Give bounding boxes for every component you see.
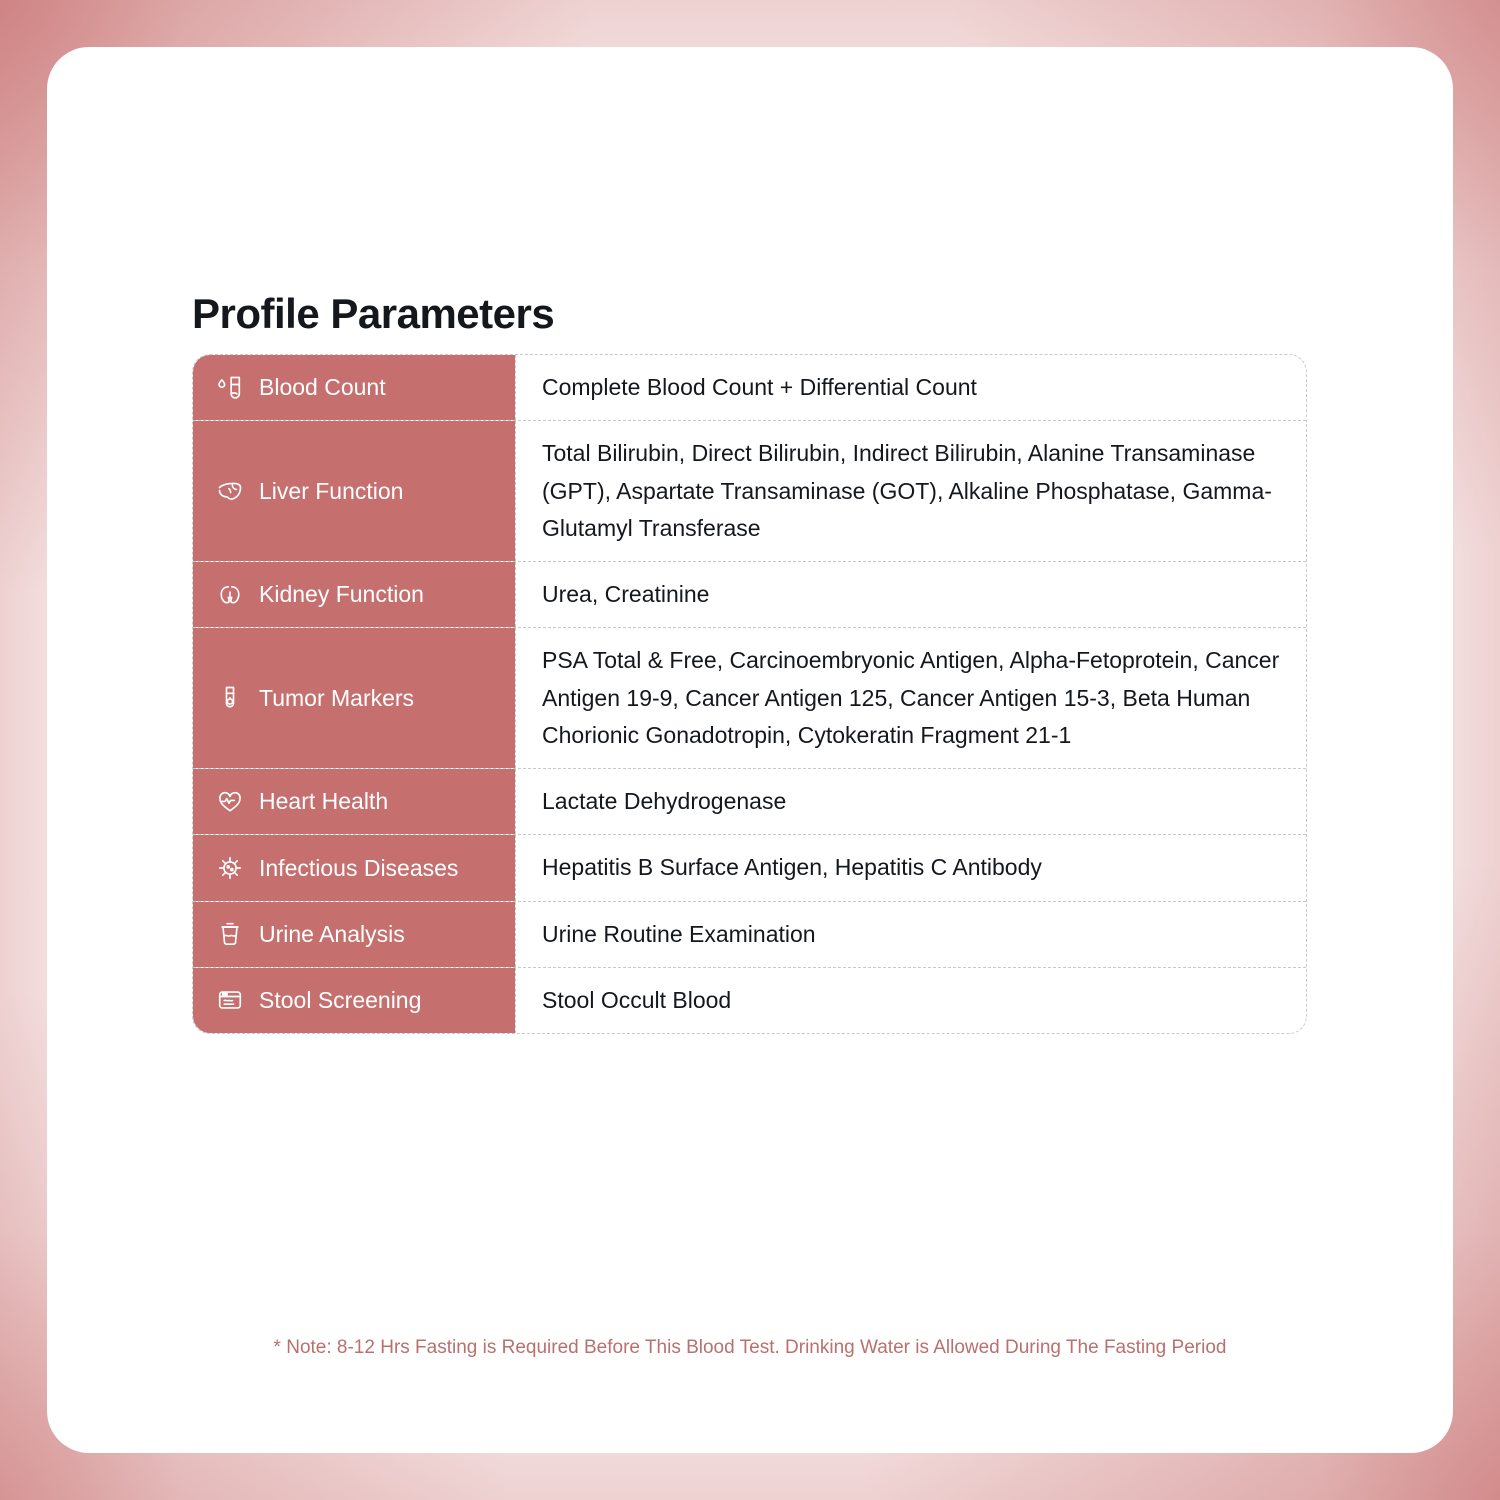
urine-cup-icon (215, 919, 245, 949)
description-cell: Lactate Dehydrogenase (515, 769, 1306, 834)
page-title: Profile Parameters (192, 290, 555, 337)
profile-card (47, 47, 1453, 1453)
table-row (193, 628, 1306, 769)
description-cell: Total Bilirubin, Direct Bilirubin, Indirect Bilirubin, Alanine Transaminase (GPT), Aspartate Transaminase (GOT), Alkaline Phosphatase, Gamma-Glutamyl Transferase (515, 421, 1306, 561)
category-label: Blood Count (259, 374, 386, 401)
description-cell: PSA Total & Free, Carcinoembryonic Antigen, Alpha-Fetoprotein, Cancer Antigen 19-9, Cancer Antigen 125, Cancer Antigen 15-3, Beta Human Chorionic Gonadotropin, Cytokeratin Fragment 21-1 (515, 628, 1306, 768)
category-cell (193, 628, 515, 768)
category-label: Infectious Diseases (259, 854, 459, 881)
table-row (193, 355, 1306, 421)
virus-icon (215, 853, 245, 883)
fasting-note: * Note: 8-12 Hrs Fasting is Required Before This Blood Test. Drinking Water is Allowed During The Fasting Period (273, 1337, 1227, 1358)
category-cell (193, 421, 515, 561)
category-label: Tumor Markers (259, 684, 415, 711)
table-row (193, 562, 1306, 628)
category-cell (193, 562, 515, 627)
category-label: Liver Function (259, 477, 404, 504)
stool-sample-icon (215, 985, 245, 1015)
category-cell (193, 902, 515, 967)
description-cell: Urea, Creatinine (515, 562, 1306, 627)
profile-parameters-table (192, 354, 1307, 1034)
description-cell: Complete Blood Count + Differential Count (515, 355, 1306, 420)
description-cell: Urine Routine Examination (515, 902, 1306, 967)
kidney-icon (215, 580, 245, 610)
table-row (193, 902, 1306, 968)
category-cell (193, 769, 515, 834)
table-row (193, 421, 1306, 562)
description-cell: Hepatitis B Surface Antigen, Hepatitis C Antibody (515, 835, 1306, 900)
table-row (193, 769, 1306, 835)
category-cell (193, 835, 515, 900)
liver-icon (215, 476, 245, 506)
table-row (193, 968, 1306, 1033)
table-row (193, 835, 1306, 901)
category-label: Urine Analysis (259, 920, 405, 947)
category-cell (193, 968, 515, 1033)
category-cell (193, 355, 515, 420)
category-label: Stool Screening (259, 987, 422, 1013)
heart-pulse-icon (215, 787, 245, 817)
tumor-marker-icon (215, 683, 245, 713)
description-cell: Stool Occult Blood (515, 968, 1306, 1033)
blood-test-tube-icon (215, 373, 245, 403)
category-label: Kidney Function (259, 581, 424, 608)
category-label: Heart Health (259, 788, 389, 815)
